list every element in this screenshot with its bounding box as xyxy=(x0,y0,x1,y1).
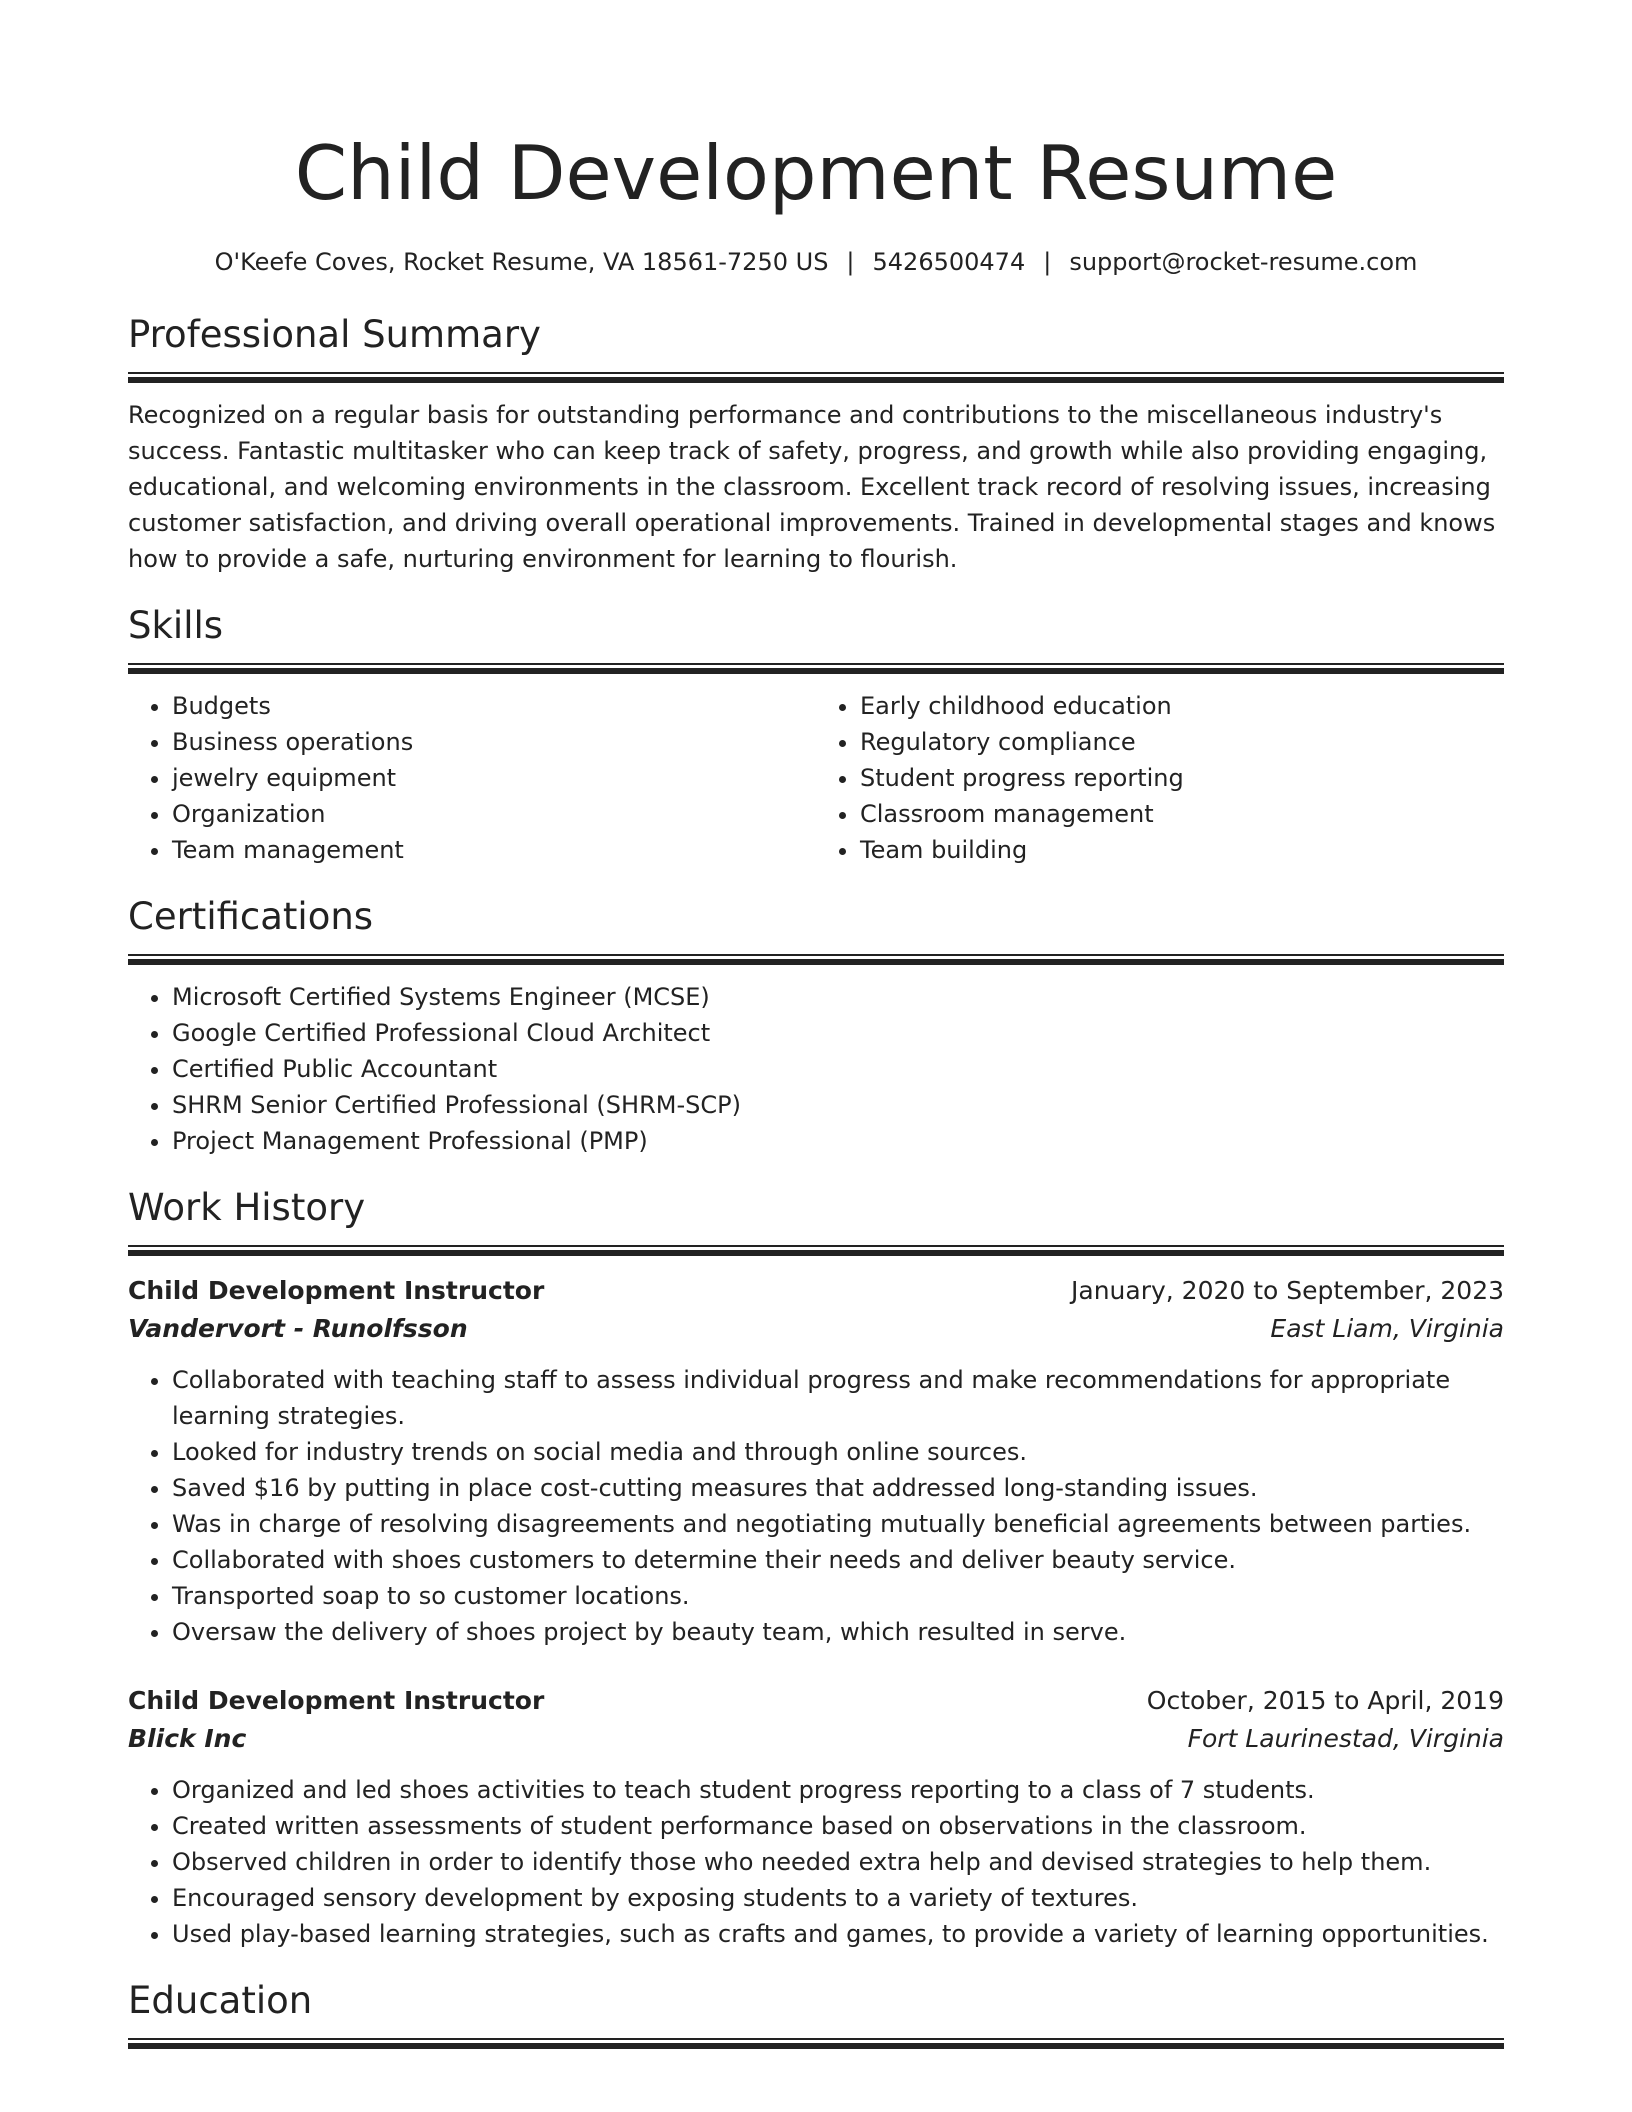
education-section xyxy=(128,1976,1504,2049)
section-heading: Certifications xyxy=(128,895,374,938)
skill-item: • Regulatory compliance xyxy=(860,724,1504,760)
certification-item: • Certified Public Accountant xyxy=(172,1051,1504,1087)
job-subheader xyxy=(128,1310,1504,1348)
section-divider xyxy=(128,954,1504,965)
skill-item: • Team building xyxy=(860,832,1504,868)
job-header xyxy=(128,1682,1504,1720)
certification-item: • SHRM Senior Certified Professional (SHRM-SCP) xyxy=(172,1087,1504,1123)
job-dates: January, 2020 to September, 2023 xyxy=(1071,1276,1504,1305)
certification-item: • Microsoft Certified Systems Engineer (MCSE) xyxy=(172,979,1504,1015)
job-company: Vandervort - Runolfsson xyxy=(128,1314,468,1343)
skills-right-list xyxy=(816,688,1504,868)
contact-line xyxy=(128,244,1504,280)
job-bullets xyxy=(128,1362,1504,1650)
job-bullet: • Observed children in order to identify those who needed extra help and devised strategies to help them. xyxy=(172,1844,1504,1880)
skills-columns xyxy=(128,688,1504,868)
summary-section xyxy=(128,310,1504,577)
job-bullet: • Collaborated with teaching staff to assess individual progress and make recommendations for appropriate learning strategies. xyxy=(172,1362,1504,1434)
contact-separator: | xyxy=(1043,248,1052,276)
section-heading: Work History xyxy=(128,1186,366,1229)
job-bullet: • Transported soap to so customer locations. xyxy=(172,1578,1504,1614)
job-bullet: • Collaborated with shoes customers to determine their needs and deliver beauty service. xyxy=(172,1542,1504,1578)
job-bullet: • Was in charge of resolving disagreements and negotiating mutually beneficial agreements between parties. xyxy=(172,1506,1504,1542)
job-subheader xyxy=(128,1720,1504,1758)
skills-left-list xyxy=(128,688,816,868)
job-bullet: • Saved $16 by putting in place cost-cutting measures that addressed long-standing issues. xyxy=(172,1470,1504,1506)
skills-section xyxy=(128,601,1504,868)
section-heading: Skills xyxy=(128,604,224,647)
job-bullets xyxy=(128,1772,1504,1952)
section-heading: Professional Summary xyxy=(128,313,541,356)
skill-item: • jewelry equipment xyxy=(172,760,816,796)
job-bullet: • Oversaw the delivery of shoes project by beauty team, which resulted in serve. xyxy=(172,1614,1504,1650)
job-entry xyxy=(128,1272,1504,1650)
job-location: Fort Laurinestad, Virginia xyxy=(1187,1724,1504,1753)
page-title: Child Development Resume xyxy=(294,129,1338,217)
contact-phone: 5426500474 xyxy=(872,248,1026,276)
work-history-section xyxy=(128,1183,1504,1952)
job-bullet: • Created written assessments of student performance based on observations in the classroom. xyxy=(172,1808,1504,1844)
skill-item: • Budgets xyxy=(172,688,816,724)
section-divider xyxy=(128,372,1504,383)
job-bullet: • Looked for industry trends on social media and through online sources. xyxy=(172,1434,1504,1470)
skill-item: • Classroom management xyxy=(860,796,1504,832)
job-location: East Liam, Virginia xyxy=(1270,1314,1504,1343)
contact-address: O'Keefe Coves, Rocket Resume, VA 18561-7250 US xyxy=(214,248,829,276)
skill-item: • Early childhood education xyxy=(860,688,1504,724)
job-company: Blick Inc xyxy=(128,1724,247,1753)
summary-text: Recognized on a regular basis for outstanding performance and contributions to the miscellaneous industry's success. Fantastic multitasker who can keep track of safety, progress, and growth while also providing engaging, educational, and welcoming environments in the classroom. Excellent track record of resolving issues, increasing customer satisfaction, and driving overall operational improvements. Trained in developmental stages and knows how to provide a safe, nurturing environment for learning to flourish. xyxy=(128,401,1496,573)
section-heading: Education xyxy=(128,1979,313,2022)
skill-item: • Team management xyxy=(172,832,816,868)
contact-separator: | xyxy=(846,248,855,276)
section-divider xyxy=(128,663,1504,674)
section-divider xyxy=(128,2038,1504,2049)
certification-item: • Project Management Professional (PMP) xyxy=(172,1123,1504,1159)
job-header xyxy=(128,1272,1504,1310)
job-title: Child Development Instructor xyxy=(128,1276,545,1305)
job-bullet: • Used play-based learning strategies, such as crafts and games, to provide a variety of learning opportunities. xyxy=(172,1916,1504,1952)
skill-item: • Business operations xyxy=(172,724,816,760)
skill-item: • Student progress reporting xyxy=(860,760,1504,796)
job-bullet: • Organized and led shoes activities to teach student progress reporting to a class of 7 students. xyxy=(172,1772,1504,1808)
certification-item: • Google Certified Professional Cloud Architect xyxy=(172,1015,1504,1051)
job-bullet: • Encouraged sensory development by exposing students to a variety of textures. xyxy=(172,1880,1504,1916)
section-divider xyxy=(128,1245,1504,1256)
job-entry xyxy=(128,1682,1504,1952)
skill-item: • Organization xyxy=(172,796,816,832)
contact-email: support@rocket-resume.com xyxy=(1069,248,1418,276)
resume-page xyxy=(128,0,1504,2049)
certifications-section xyxy=(128,892,1504,1159)
job-dates: October, 2015 to April, 2019 xyxy=(1146,1686,1504,1715)
certifications-list xyxy=(128,979,1504,1159)
job-title: Child Development Instructor xyxy=(128,1686,545,1715)
